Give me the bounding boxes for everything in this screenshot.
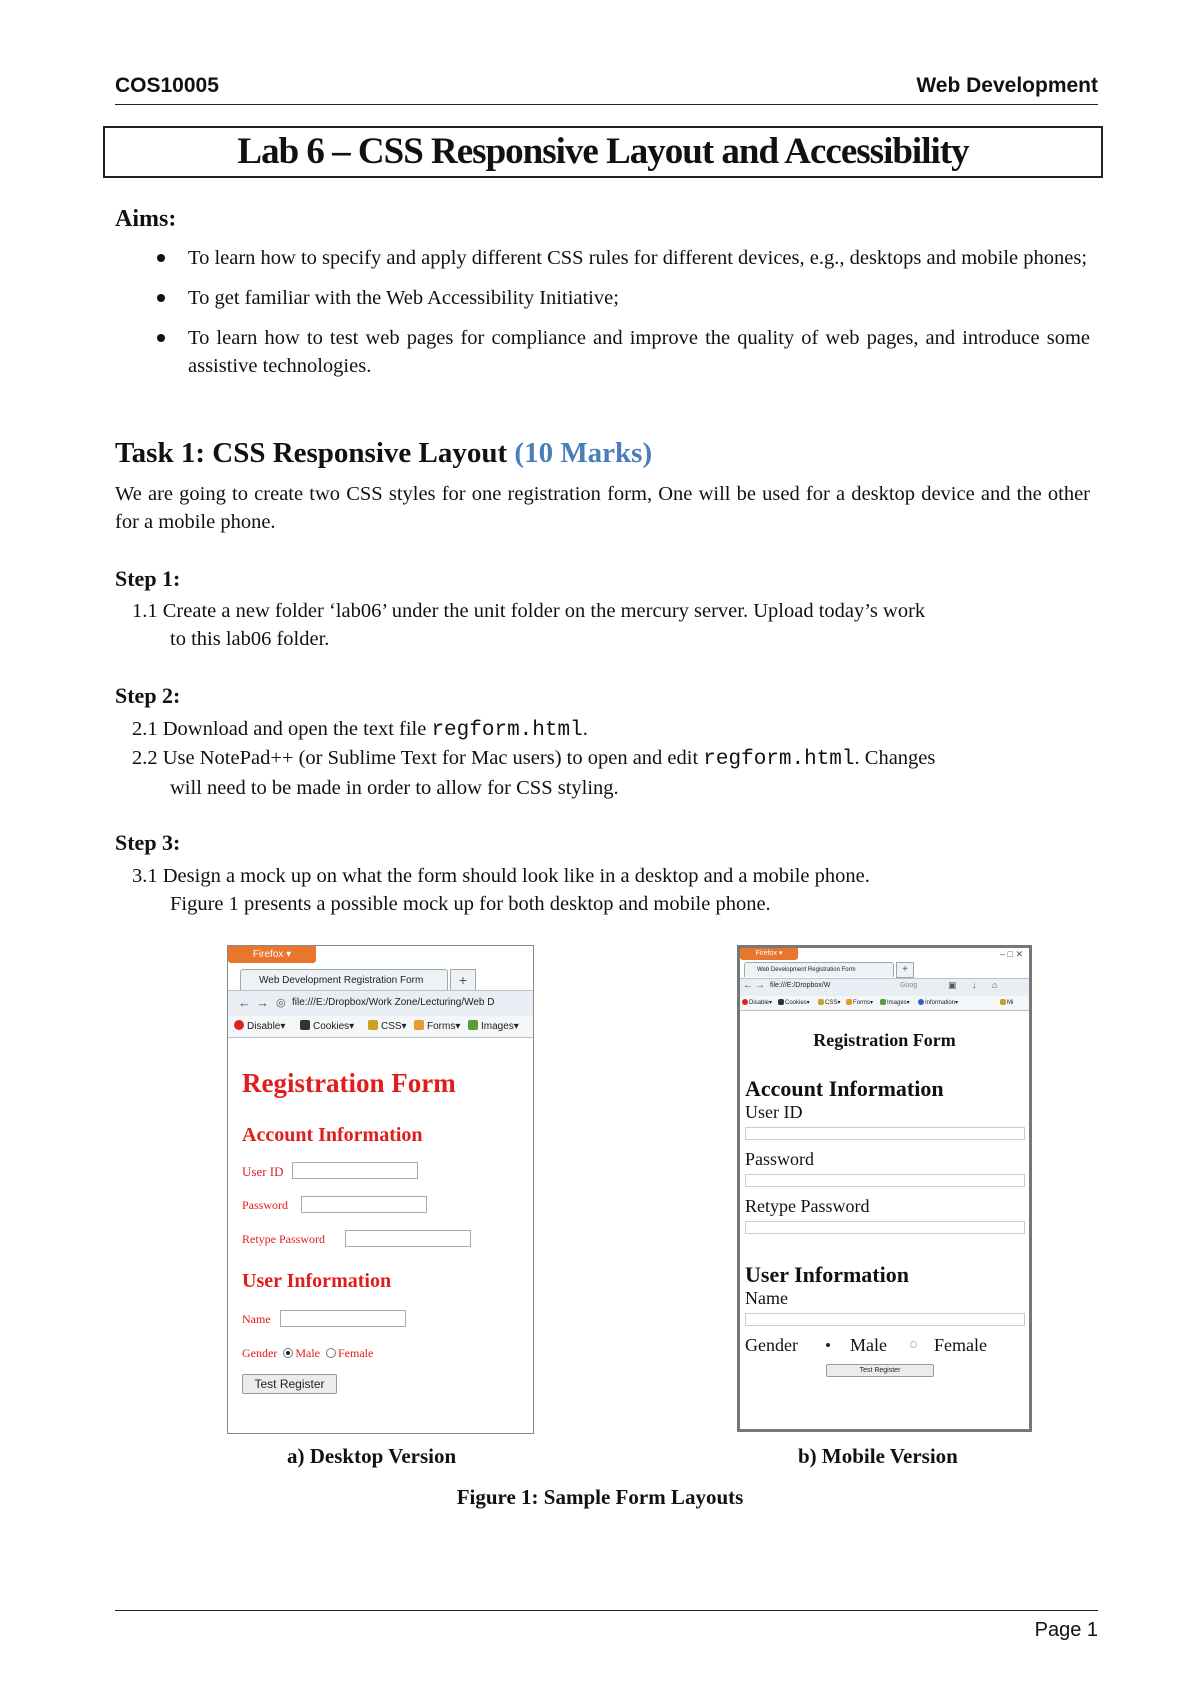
disable-icon bbox=[742, 999, 748, 1005]
task1-marks: (10 Marks) bbox=[514, 437, 653, 469]
search-box[interactable]: Goog bbox=[900, 982, 918, 989]
pencil-icon bbox=[818, 999, 824, 1005]
image-icon bbox=[880, 999, 886, 1005]
toolbar-css: CSS▾ bbox=[818, 999, 840, 1006]
new-tab-icon: + bbox=[896, 962, 914, 978]
toolbar-information: Information▾ bbox=[918, 999, 958, 1006]
forward-arrow-icon: → bbox=[755, 980, 765, 991]
retype-password-label: Retype Password bbox=[242, 1232, 325, 1246]
filename-code: regform.html bbox=[431, 719, 583, 742]
retype-password-label: Retype Password bbox=[745, 1196, 870, 1216]
password-label: Password bbox=[745, 1149, 815, 1169]
image-icon bbox=[468, 1020, 478, 1030]
name-input[interactable] bbox=[745, 1313, 1025, 1326]
password-input[interactable] bbox=[301, 1196, 427, 1213]
female-label: Female bbox=[934, 1335, 987, 1355]
new-tab-icon: + bbox=[450, 969, 476, 991]
aims-item: To get familiar with the Web Accessibility Initiative; bbox=[115, 284, 1090, 312]
back-arrow-icon: ← bbox=[238, 995, 251, 1010]
toolbar-images: Images▾ bbox=[880, 999, 910, 1006]
test-register-button[interactable]: Test Register bbox=[826, 1364, 934, 1377]
task1-heading: Task 1: CSS Responsive Layout (10 Marks) bbox=[115, 437, 653, 469]
course-name: Web Development bbox=[916, 74, 1098, 97]
retype-password-input[interactable] bbox=[745, 1221, 1025, 1234]
retype-password-input[interactable] bbox=[345, 1230, 471, 1247]
toolbar-cookies: Cookies▾ bbox=[778, 999, 810, 1006]
male-radio[interactable] bbox=[824, 1341, 831, 1348]
form-title: Registration Form bbox=[813, 1030, 956, 1050]
cookie-icon bbox=[778, 999, 784, 1005]
name-label: Name bbox=[242, 1312, 271, 1326]
step-item-3-1: 3.1 Design a mock up on what the form should look like in a desktop and a mobile phone. Figure 1 presents a possible mock up for both desktop and mobile phone. bbox=[132, 865, 870, 915]
bullet-icon bbox=[157, 334, 165, 342]
url-bar: file:///E:/Dropbox/Work Zone/Lecturing/Web D bbox=[292, 997, 495, 1008]
toolbar-css: CSS▾ bbox=[368, 1020, 407, 1032]
account-heading: Account Information bbox=[745, 1076, 944, 1101]
gender-label: Gender bbox=[745, 1335, 798, 1355]
form-icon bbox=[414, 1020, 424, 1030]
navigation-bar bbox=[228, 990, 533, 1017]
navigation-bar bbox=[740, 978, 1029, 997]
user-id-label: User ID bbox=[242, 1164, 284, 1179]
globe-icon: ◎ bbox=[276, 997, 286, 1009]
task1-intro: We are going to create two CSS styles for one registration form, One will be used for a desktop device and the other for a mobile phone. bbox=[115, 483, 1090, 533]
firefox-menu-button: Firefox ▾ bbox=[740, 948, 798, 960]
browser-tab: Web Development Registration Form bbox=[240, 969, 448, 990]
misc-icon bbox=[1000, 999, 1006, 1005]
mobile-caption: b) Mobile Version bbox=[798, 1444, 958, 1468]
forward-arrow-icon: → bbox=[256, 995, 269, 1010]
page-number: Page 1 bbox=[1034, 1619, 1098, 1641]
form-title: Registration Form bbox=[242, 1068, 456, 1098]
firefox-menu-button: Firefox ▾ bbox=[228, 946, 316, 963]
mobile-screenshot bbox=[737, 945, 1032, 1432]
page-title: Lab 6 – CSS Responsive Layout and Accessibility bbox=[237, 131, 969, 172]
user-id-input[interactable] bbox=[745, 1127, 1025, 1140]
male-label: Male bbox=[850, 1335, 887, 1355]
user-id-label: User ID bbox=[745, 1102, 803, 1122]
toolbar-misc: Mi bbox=[1000, 999, 1013, 1006]
disable-icon bbox=[234, 1020, 244, 1030]
step1-heading: Step 1: bbox=[115, 566, 181, 591]
bullet-icon bbox=[157, 294, 165, 302]
aims-item: To learn how to test web pages for compliance and improve the quality of web pages, and introduce some assistive technologies. bbox=[115, 324, 1090, 380]
developer-toolbar bbox=[228, 1016, 533, 1038]
step-item-1-1: 1.1 Create a new folder ‘lab06’ under the unit folder on the mercury server. Upload today’s work to this lab06 folder. bbox=[132, 600, 926, 650]
password-input[interactable] bbox=[745, 1174, 1025, 1187]
course-code: COS10005 bbox=[115, 74, 219, 97]
male-radio[interactable] bbox=[283, 1348, 293, 1358]
user-info-heading: User Information bbox=[745, 1262, 909, 1287]
figure-caption: Figure 1: Sample Form Layouts bbox=[456, 1485, 744, 1509]
step-item-2-2: 2.2 Use NotePad++ (or Sublime Text for Mac users) to open and edit regform.html. Changes will need to be made in order to allow for CSS styling. bbox=[132, 747, 936, 799]
pencil-icon bbox=[368, 1020, 378, 1030]
user-info-heading: User Information bbox=[242, 1270, 392, 1292]
bullet-icon bbox=[157, 254, 165, 262]
page-footer bbox=[115, 1610, 1098, 1641]
gender-row: Gender Male Female bbox=[242, 1346, 374, 1360]
cookie-icon bbox=[300, 1020, 310, 1030]
browser-tab: Web Development Registration Form bbox=[744, 962, 894, 977]
info-icon bbox=[918, 999, 924, 1005]
step3-heading: Step 3: bbox=[115, 830, 181, 855]
page-header bbox=[115, 74, 1098, 105]
user-id-input[interactable] bbox=[292, 1162, 418, 1179]
toolbar-images: Images▾ bbox=[468, 1020, 519, 1032]
back-arrow-icon: ← bbox=[743, 980, 753, 991]
step2-heading: Step 2: bbox=[115, 683, 181, 708]
url-bar: file:///E:/Dropbox/W bbox=[770, 982, 831, 989]
name-label: Name bbox=[745, 1288, 788, 1308]
developer-toolbar bbox=[740, 996, 1029, 1011]
test-register-button[interactable]: Test Register bbox=[242, 1374, 337, 1394]
filename-code: regform.html bbox=[703, 748, 855, 771]
account-heading: Account Information bbox=[242, 1124, 423, 1146]
toolbar-disable: Disable▾ bbox=[234, 1020, 285, 1032]
toolbar-forms: Forms▾ bbox=[846, 999, 873, 1006]
toolbar-disable: Disable▾ bbox=[742, 999, 772, 1006]
desktop-screenshot bbox=[227, 945, 534, 1434]
aims-heading: Aims: bbox=[115, 206, 177, 232]
desktop-caption: a) Desktop Version bbox=[287, 1444, 457, 1468]
female-radio[interactable] bbox=[910, 1341, 917, 1348]
name-input[interactable] bbox=[280, 1310, 406, 1327]
form-icon bbox=[846, 999, 852, 1005]
aims-item: To learn how to specify and apply different CSS rules for different devices, e.g., desktops and mobile phones; bbox=[115, 244, 1090, 272]
home-icon: ⌂ bbox=[992, 980, 998, 990]
female-radio[interactable] bbox=[326, 1348, 336, 1358]
toolbar-cookies: Cookies▾ bbox=[300, 1020, 354, 1032]
step-item-2-1: 2.1 Download and open the text file regform.html. bbox=[132, 718, 588, 742]
bookmark-icon: ▣ bbox=[948, 980, 957, 990]
aims-list bbox=[115, 244, 1090, 392]
download-icon: ↓ bbox=[972, 980, 977, 990]
password-label: Password bbox=[242, 1198, 289, 1212]
title-box bbox=[103, 126, 1103, 178]
toolbar-forms: Forms▾ bbox=[414, 1020, 460, 1032]
window-controls-icon: ‒ □ ✕ bbox=[1000, 949, 1023, 959]
